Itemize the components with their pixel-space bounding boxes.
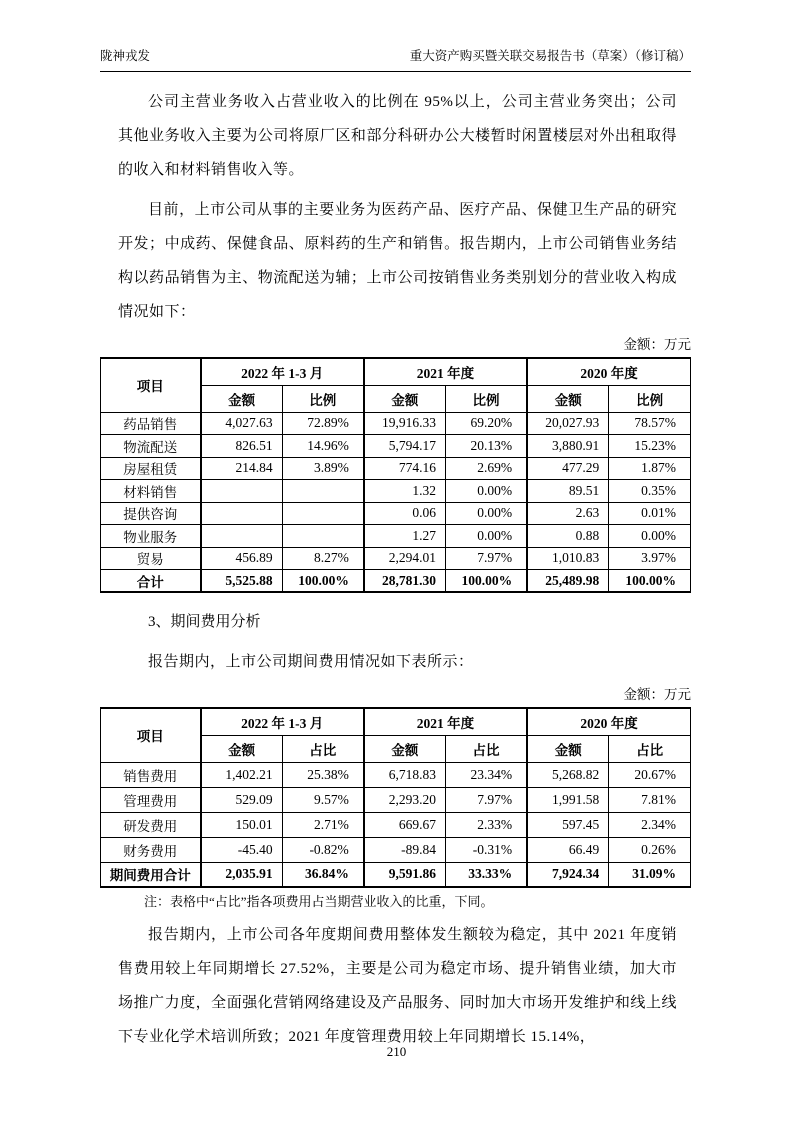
table-cell-ratio: 3.89%: [282, 457, 364, 480]
table-cell-ratio: 7.97%: [445, 787, 527, 812]
table-cell-amount: 7,924.34: [527, 862, 609, 887]
section-heading-period-expense: 3、期间费用分析: [148, 614, 261, 630]
table-row: [101, 525, 691, 548]
table-cell-item: 管理费用: [101, 787, 201, 812]
table-cell-ratio: -0.82%: [282, 837, 364, 862]
table-cell-ratio: 0.00%: [609, 525, 691, 548]
table-subheader-ratio: 占比: [609, 735, 691, 762]
table-cell-amount: 477.29: [527, 457, 609, 480]
table-subheader-amount: 金额: [364, 735, 446, 762]
table-row: [101, 480, 691, 503]
table-subheader-amount: 金额: [527, 735, 609, 762]
table-cell-amount: 0.06: [364, 502, 446, 525]
table-cell-amount: 1,402.21: [201, 762, 283, 787]
table-cell-amount: 529.09: [201, 787, 283, 812]
table-cell-amount: 826.51: [201, 435, 283, 458]
table-row: [101, 762, 691, 787]
table-cell-amount: [201, 525, 283, 548]
table-cell-ratio: [282, 502, 364, 525]
table-cell-amount: 2,293.20: [364, 787, 446, 812]
table-cell-ratio: 33.33%: [445, 862, 527, 887]
table-cell-item: 材料销售: [101, 480, 201, 503]
table-cell-ratio: 0.26%: [609, 837, 691, 862]
page-footer: [0, 1044, 793, 1060]
table-cell-ratio: 100.00%: [609, 570, 691, 593]
table-cell-ratio: 2.34%: [609, 812, 691, 837]
table-cell-amount: 2.63: [527, 502, 609, 525]
table-cell-amount: 150.01: [201, 812, 283, 837]
paragraph-business-overview: 目前，上市公司从事的主要业务为医药产品、医疗产品、保健卫生产品的研究开发；中成药、保健食品、原料药的生产和销售。报告期内，上市公司销售业务结构以药品销售为主、物流配送为辅；上市公司按销售业务类别划分的营业收入构成情况如下：: [118, 202, 677, 320]
table-cell-ratio: [282, 480, 364, 503]
table-cell-ratio: 0.01%: [609, 502, 691, 525]
table-cell-ratio: 15.23%: [609, 435, 691, 458]
header-document-title: 重大资产购买暨关联交易报告书（草案）（修订稿）: [409, 49, 691, 63]
table-cell-amount: [201, 480, 283, 503]
table-subheader-amount: 金额: [201, 735, 283, 762]
table-cell-amount: -89.84: [364, 837, 446, 862]
table-header-period: 2021 年度: [364, 358, 527, 385]
table-cell-amount: 0.88: [527, 525, 609, 548]
table-cell-item: 期间费用合计: [101, 862, 201, 887]
table-cell-item: 合计: [101, 570, 201, 593]
table-cell-amount: 5,525.88: [201, 570, 283, 593]
table-cell-item: 物业服务: [101, 525, 201, 548]
table-subheader-ratio: 比例: [445, 385, 527, 412]
table-cell-ratio: 0.00%: [445, 525, 527, 548]
table-cell-ratio: 72.89%: [282, 412, 364, 435]
table-row: [101, 412, 691, 435]
table-cell-amount: 6,718.83: [364, 762, 446, 787]
table-cell-amount: 66.49: [527, 837, 609, 862]
table-cell-item: 药品销售: [101, 412, 201, 435]
table-cell-ratio: 25.38%: [282, 762, 364, 787]
table-cell-amount: 774.16: [364, 457, 446, 480]
table-header-period: 2022 年 1-3 月: [201, 708, 364, 735]
table-cell-amount: 597.45: [527, 812, 609, 837]
table-cell-item: 房屋租赁: [101, 457, 201, 480]
table-cell-amount: 2,035.91: [201, 862, 283, 887]
table-cell-amount: -45.40: [201, 837, 283, 862]
table-cell-amount: 4,027.63: [201, 412, 283, 435]
table-cell-ratio: 0.00%: [445, 480, 527, 503]
table-cell-amount: 669.67: [364, 812, 446, 837]
period-expense-table: [100, 707, 691, 888]
table-cell-item: 销售费用: [101, 762, 201, 787]
table-header-period: 2020 年度: [527, 708, 690, 735]
revenue-composition-table: [100, 357, 691, 593]
table-cell-ratio: 78.57%: [609, 412, 691, 435]
table-cell-ratio: 2.69%: [445, 457, 527, 480]
table-subheader-ratio: 比例: [609, 385, 691, 412]
paragraph-main-business-revenue: 公司主营业务收入占营业收入的比例在 95%以上，公司主营业务突出；公司其他业务收入主要为公司将原厂区和部分科研办公大楼暂时闲置楼层对外出租取得的收入和材料销售收入等。: [118, 94, 677, 178]
table-row: [101, 547, 691, 570]
table-cell-item: 物流配送: [101, 435, 201, 458]
table-cell-ratio: 7.81%: [609, 787, 691, 812]
paragraph-expense-intro: 报告期内，上市公司期间费用情况如下表所示：: [148, 654, 474, 670]
table-cell-ratio: [282, 525, 364, 548]
table-row: [101, 812, 691, 837]
table-cell-amount: 1.32: [364, 480, 446, 503]
table2-unit-label: 金额：万元: [623, 687, 691, 702]
table-cell-ratio: 3.97%: [609, 547, 691, 570]
table-row: [101, 457, 691, 480]
table-footnote: 注：表格中“占比”指各项费用占当期营业收入的比重，下同。: [144, 894, 494, 909]
table-cell-amount: 214.84: [201, 457, 283, 480]
table-cell-amount: 19,916.33: [364, 412, 446, 435]
table-row: [101, 435, 691, 458]
table-cell-amount: 5,268.82: [527, 762, 609, 787]
table-header-period: 2022 年 1-3 月: [201, 358, 364, 385]
table-cell-ratio: 69.20%: [445, 412, 527, 435]
table-cell-ratio: 31.09%: [609, 862, 691, 887]
table-cell-ratio: 2.33%: [445, 812, 527, 837]
table-cell-ratio: 2.71%: [282, 812, 364, 837]
table-cell-amount: 1.27: [364, 525, 446, 548]
header-company-name: 陇神戎发: [100, 49, 151, 63]
table-cell-ratio: 7.97%: [445, 547, 527, 570]
table1-unit-label: 金额：万元: [623, 337, 691, 352]
table-cell-amount: 28,781.30: [364, 570, 446, 593]
table-row: [101, 570, 691, 593]
page-number: 210: [386, 1044, 407, 1059]
table-cell-amount: 3,880.91: [527, 435, 609, 458]
table-cell-amount: 9,591.86: [364, 862, 446, 887]
table-cell-ratio: 23.34%: [445, 762, 527, 787]
table-cell-ratio: 36.84%: [282, 862, 364, 887]
table-header-item: 项目: [101, 358, 201, 412]
table-cell-ratio: 14.96%: [282, 435, 364, 458]
table-cell-ratio: 0.00%: [445, 502, 527, 525]
table-cell-ratio: 9.57%: [282, 787, 364, 812]
table-cell-ratio: 100.00%: [445, 570, 527, 593]
table-subheader-amount: 金额: [201, 385, 283, 412]
table-subheader-amount: 金额: [527, 385, 609, 412]
table-cell-amount: 1,010.83: [527, 547, 609, 570]
table-cell-item: 提供咨询: [101, 502, 201, 525]
table-row: [101, 787, 691, 812]
table-header-period: 2020 年度: [527, 358, 690, 385]
table-cell-amount: 5,794.17: [364, 435, 446, 458]
table-cell-item: 研发费用: [101, 812, 201, 837]
table-row: [101, 862, 691, 887]
table-row: [101, 502, 691, 525]
paragraph-expense-analysis: 报告期内，上市公司各年度期间费用整体发生额较为稳定，其中 2021 年度销售费用较上年同期增长 27.52%，主要是公司为稳定市场、提升销售业绩，加大市场推广力度，全面强化营销网络建设及产品服务、同时加大市场开发维护和线上线下专业化学术培训所致；2021 年度管理费用较上年同期增长 15.14%，: [118, 927, 677, 1045]
table-subheader-ratio: 比例: [282, 385, 364, 412]
table-subheader-ratio: 占比: [445, 735, 527, 762]
table-cell-amount: [201, 502, 283, 525]
table-cell-amount: 456.89: [201, 547, 283, 570]
table-cell-item: 贸易: [101, 547, 201, 570]
table-cell-item: 财务费用: [101, 837, 201, 862]
table-header-item: 项目: [101, 708, 201, 762]
table-cell-amount: 1,991.58: [527, 787, 609, 812]
table-cell-ratio: 20.13%: [445, 435, 527, 458]
table-cell-amount: 20,027.93: [527, 412, 609, 435]
table-cell-ratio: -0.31%: [445, 837, 527, 862]
table-cell-amount: 2,294.01: [364, 547, 446, 570]
page-header: [100, 46, 691, 72]
table-subheader-amount: 金额: [364, 385, 446, 412]
table-header-period: 2021 年度: [364, 708, 527, 735]
table-cell-amount: 89.51: [527, 480, 609, 503]
table-row: [101, 837, 691, 862]
table-cell-ratio: 20.67%: [609, 762, 691, 787]
table-subheader-ratio: 占比: [282, 735, 364, 762]
table-cell-amount: 25,489.98: [527, 570, 609, 593]
table-cell-ratio: 100.00%: [282, 570, 364, 593]
table-cell-ratio: 8.27%: [282, 547, 364, 570]
table-cell-ratio: 1.87%: [609, 457, 691, 480]
table-cell-ratio: 0.35%: [609, 480, 691, 503]
